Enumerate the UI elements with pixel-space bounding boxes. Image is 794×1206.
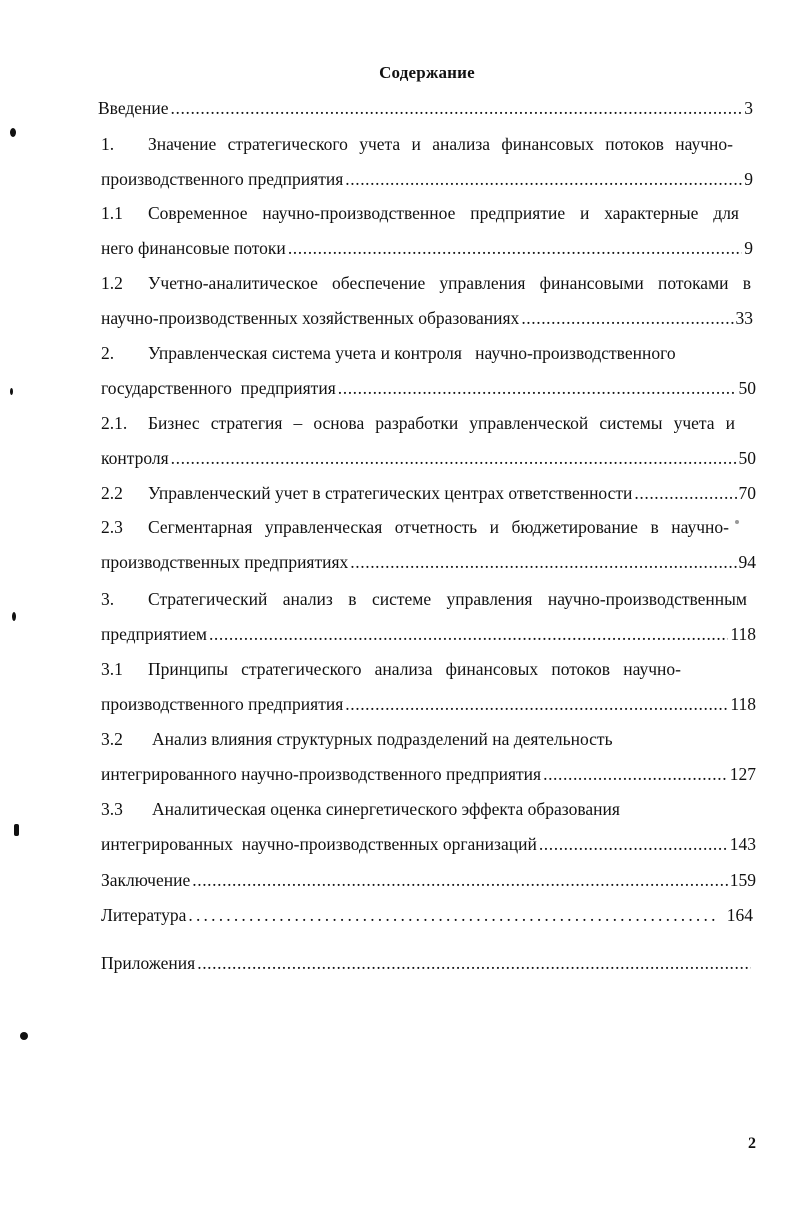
toc-entry-label: Анализ влияния структурных подразделений на деятельность (152, 729, 613, 749)
toc-entry-introduction (98, 97, 753, 119)
toc-entry-label: Введение (98, 98, 169, 118)
toc-entry-page: 50 (738, 378, 756, 398)
toc-entry-page: 70 (738, 483, 756, 503)
toc-entry-number: 1.1 (101, 203, 123, 223)
toc-entry-label-continued: государственного предприятия (101, 378, 336, 398)
toc-entry-number: 2.2 (101, 483, 123, 503)
toc-entry-label-continued: производственного предприятия (101, 169, 344, 189)
dot-leader (197, 952, 751, 974)
toc-entry-2-1-line1 (101, 412, 735, 434)
toc-entry-3-2-line2 (101, 763, 756, 785)
toc-entry-label-continued: него финансовые потоки (101, 238, 286, 258)
toc-entry-literature (101, 904, 753, 926)
toc-entry-2-3-line1 (101, 516, 729, 538)
toc-entry-label-continued: производственных предприятиях (101, 552, 349, 572)
toc-entry-label-continued: предприятием (101, 624, 207, 644)
toc-entry-3-1-line2 (101, 693, 756, 715)
toc-entry-3-3-line1 (101, 798, 671, 820)
toc-entry-number: 1. (101, 134, 115, 154)
toc-entry-page: 33 (735, 308, 753, 328)
toc-entry-2-1-line2 (101, 447, 756, 469)
toc-entry-number: 2. (101, 343, 115, 363)
toc-entry-label: Литература (101, 905, 187, 925)
page-number: 2 (748, 1135, 756, 1152)
toc-entry-label: Управленческий учет в стратегических центрах ответственности (148, 483, 633, 503)
toc-entry-number: 3. (101, 589, 115, 609)
toc-entry-number: 1.2 (101, 273, 123, 293)
toc-entry-label: Управленческая система учета и контроля научно-производственного (148, 343, 676, 363)
toc-entry-page: 9 (744, 238, 753, 258)
toc-entry-page: 127 (729, 764, 756, 784)
scan-speck (20, 1032, 28, 1040)
toc-entry-label: Аналитическая оценка синергетического эффекта образования (152, 799, 620, 819)
toc-entry-page: 3 (744, 98, 753, 118)
toc-entry-page: 9 (744, 169, 753, 189)
toc-entry-conclusion (101, 869, 756, 891)
toc-entry-1-1-line2 (101, 237, 753, 259)
toc-entry-2-line1 (101, 342, 731, 364)
toc-entry-label: Современное научно-производственное предприятие и характерные для (148, 203, 739, 223)
toc-entry-page: 50 (738, 448, 756, 468)
toc-entry-number: 2.3 (101, 517, 123, 537)
dot-leader (288, 237, 742, 259)
dot-leader (171, 97, 743, 119)
toc-entry-label: Бизнес стратегия – основа разработки управленческой системы учета и (148, 413, 735, 433)
dot-leader (521, 307, 733, 329)
toc-entry-3-line1 (101, 588, 747, 610)
dot-leader (171, 447, 737, 469)
toc-entry-number: 3.1 (101, 659, 123, 679)
scan-speck (14, 824, 19, 836)
toc-entry-page: 94 (738, 552, 756, 572)
toc-entry-label-continued: интегрированного научно-производственного предприятия (101, 764, 542, 784)
toc-entry-2-line2 (101, 377, 756, 399)
toc-entry-1-1-line1 (101, 202, 739, 224)
toc-entry-label-continued: научно-производственных хозяйственных образованиях (101, 308, 520, 328)
toc-entry-label: Значение стратегического учета и анализа финансовых потоков научно- (148, 134, 733, 154)
toc-entry-page: 164 (726, 905, 753, 925)
toc-entry-2-2 (101, 482, 756, 504)
toc-entry-number: 3.2 (101, 729, 123, 749)
dot-leader (345, 693, 728, 715)
scan-speck (10, 388, 13, 395)
toc-entry-1-2-line1 (101, 272, 751, 294)
toc-entry-label: Заключение (101, 870, 191, 890)
dot-leader (539, 833, 728, 855)
dot-leader (188, 904, 716, 926)
dot-leader (350, 551, 736, 573)
toc-entry-label: Стратегический анализ в системе управления научно-производственным (148, 589, 747, 609)
toc-entry-1-line1 (101, 133, 733, 155)
scan-speck (735, 520, 739, 524)
toc-entry-number: 3.3 (101, 799, 123, 819)
dot-leader (634, 482, 736, 504)
dot-leader (192, 869, 728, 891)
toc-entry-page: 118 (730, 624, 756, 644)
scan-speck (10, 128, 16, 137)
toc-entry-label-continued: контроля (101, 448, 169, 468)
dot-leader (543, 763, 728, 785)
toc-entry-label: Сегментарная управленческая отчетность и бюджетирование в научно- (148, 517, 729, 537)
toc-entry-2-3-line2 (101, 551, 756, 573)
toc-entry-page: 159 (729, 870, 756, 890)
toc-entry-appendices (101, 952, 753, 974)
toc-entry-page: 143 (729, 834, 756, 854)
toc-entry-page: 118 (730, 694, 756, 714)
toc-entry-label: Учетно-аналитическое обеспечение управления финансовыми потоками в (148, 273, 751, 293)
toc-entry-label: Принципы стратегического анализа финансовых потоков научно- (148, 659, 681, 679)
toc-entry-1-line2 (101, 168, 753, 190)
toc-entry-3-line2 (101, 623, 756, 645)
toc-title: Содержание (379, 63, 475, 82)
scan-speck (12, 612, 16, 621)
toc-entry-3-1-line1 (101, 658, 681, 680)
toc-entry-number: 2.1. (101, 413, 128, 433)
dot-leader (209, 623, 728, 645)
dot-leader (338, 377, 737, 399)
toc-entry-label: Приложения (101, 953, 196, 973)
toc-entry-label-continued: интегрированных научно-производственных организаций (101, 834, 537, 854)
dot-leader (345, 168, 742, 190)
toc-entry-3-3-line2 (101, 833, 756, 855)
toc-entry-1-2-line2 (101, 307, 753, 329)
toc-entry-label-continued: производственного предприятия (101, 694, 344, 714)
toc-entry-3-2-line1 (101, 728, 661, 750)
